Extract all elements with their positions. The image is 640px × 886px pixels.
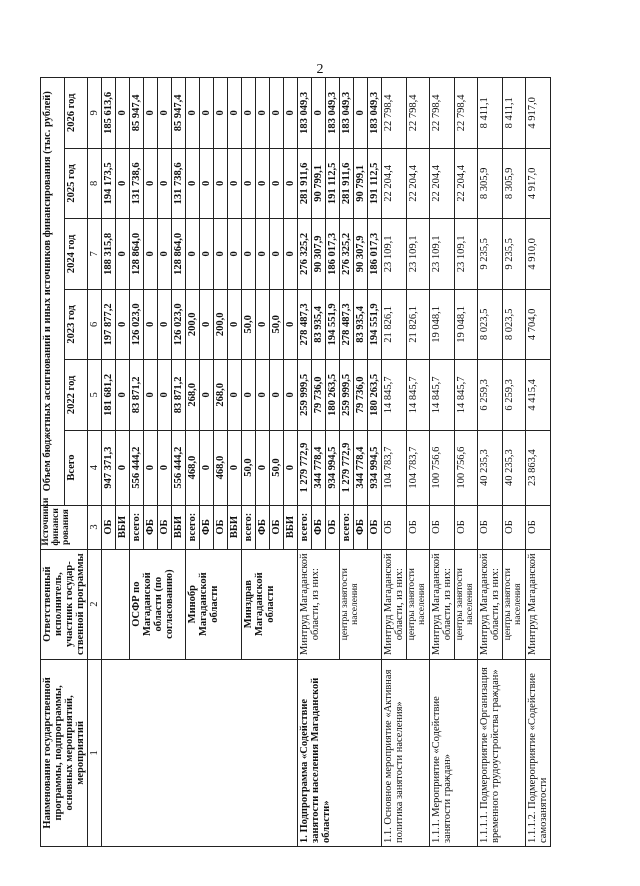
funding-source: ВБИ	[228, 505, 242, 549]
amount-cell: 90 799,1	[354, 148, 368, 219]
amount-cell: 0	[270, 78, 284, 149]
amount-cell: 0	[200, 289, 214, 360]
amount-cell: 281 911,6	[340, 148, 354, 219]
amount-cell: 131 738,6	[172, 148, 186, 219]
amount-cell: 0	[144, 148, 158, 219]
amount-cell: 194 551,9	[368, 289, 382, 360]
amount-cell: 22 204,4	[407, 148, 430, 219]
rotated-table-container	[40, 77, 600, 847]
table-row	[382, 78, 407, 847]
executor-cell: центры занятости населения	[455, 549, 478, 659]
amount-cell: 0	[228, 360, 242, 431]
amount-cell: 8 305,9	[503, 148, 526, 219]
amount-cell: 0	[144, 289, 158, 360]
column-number: 9	[88, 78, 102, 149]
amount-cell: 126 023,0	[130, 289, 144, 360]
amount-cell: 0	[186, 148, 200, 219]
amount-cell: 0	[354, 78, 368, 149]
amount-cell: 180 263,5	[368, 360, 382, 431]
column-number: 1	[88, 659, 102, 846]
amount-cell: 0	[284, 289, 298, 360]
column-number: 2	[88, 549, 102, 659]
amount-cell: 468,0	[186, 430, 200, 505]
column-number: 3	[88, 505, 102, 549]
funding-source: всего:	[186, 505, 200, 549]
amount-cell: 126 023,0	[172, 289, 186, 360]
amount-cell: 0	[256, 360, 270, 431]
executor-cell: центры занятости населения	[407, 549, 430, 659]
amount-cell: 90 307,9	[312, 219, 326, 290]
amount-cell: 14 845,7	[407, 360, 430, 431]
executor-cell: Минтруд Магаданской	[526, 549, 551, 659]
amount-cell: 14 845,7	[455, 360, 478, 431]
column-number: 4	[88, 430, 102, 505]
amount-cell: 83 871,2	[130, 360, 144, 431]
amount-cell: 268,0	[186, 360, 200, 431]
funding-source: ФБ	[256, 505, 270, 549]
funding-source: ФБ	[144, 505, 158, 549]
header-year-2025: 2025 год	[64, 148, 88, 219]
amount-cell: 0	[158, 78, 172, 149]
amount-cell: 22 798,4	[455, 78, 478, 149]
funding-source: ФБ	[312, 505, 326, 549]
amount-cell: 281 911,6	[298, 148, 312, 219]
amount-cell: 268,0	[214, 360, 228, 431]
amount-cell: 40 235,3	[478, 430, 503, 505]
amount-cell: 200,0	[214, 289, 228, 360]
amount-cell: 185 613,6	[102, 78, 116, 149]
funding-source: ОБ	[214, 505, 228, 549]
amount-cell: 0	[158, 219, 172, 290]
amount-cell: 0	[158, 289, 172, 360]
amount-cell: 0	[158, 430, 172, 505]
amount-cell: 9 235,5	[503, 219, 526, 290]
funding-source: ОБ	[478, 505, 503, 549]
amount-cell: 194 173,5	[102, 148, 116, 219]
amount-cell: 104 783,7	[382, 430, 407, 505]
amount-cell: 0	[228, 78, 242, 149]
amount-cell: 0	[256, 289, 270, 360]
amount-cell: 200,0	[186, 289, 200, 360]
amount-cell: 183 049,3	[340, 78, 354, 149]
amount-cell: 23 863,4	[526, 430, 551, 505]
item-name: 1.1.1. Мероприятие «Содействие занятости граждан»	[430, 659, 478, 846]
amount-cell: 0	[256, 219, 270, 290]
amount-cell: 19 048,1	[430, 289, 455, 360]
amount-cell: 0	[242, 148, 256, 219]
amount-cell: 0	[242, 360, 256, 431]
column-number: 5	[88, 360, 102, 431]
amount-cell: 0	[228, 289, 242, 360]
amount-cell: 4 704,0	[526, 289, 551, 360]
amount-cell: 344 778,4	[354, 430, 368, 505]
amount-cell: 8 023,5	[478, 289, 503, 360]
header-year-2024: 2024 год	[64, 219, 88, 290]
amount-cell: 23 109,1	[455, 219, 478, 290]
amount-cell: 934 994,5	[368, 430, 382, 505]
amount-cell: 4 415,4	[526, 360, 551, 431]
amount-cell: 0	[312, 78, 326, 149]
amount-cell: 8 305,9	[478, 148, 503, 219]
amount-cell: 83 935,4	[354, 289, 368, 360]
header-total: Всего	[64, 430, 88, 505]
amount-cell: 6 259,3	[503, 360, 526, 431]
amount-cell: 50,0	[270, 289, 284, 360]
amount-cell: 183 049,3	[326, 78, 340, 149]
executor-cell: центры занятости населения	[340, 549, 382, 659]
amount-cell: 0	[284, 78, 298, 149]
amount-cell: 0	[214, 148, 228, 219]
amount-cell: 22 204,4	[382, 148, 407, 219]
amount-cell: 0	[242, 219, 256, 290]
amount-cell: 0	[144, 360, 158, 431]
amount-cell: 0	[284, 219, 298, 290]
funding-source: ОБ	[326, 505, 340, 549]
amount-cell: 90 799,1	[312, 148, 326, 219]
amount-cell: 83 935,4	[312, 289, 326, 360]
executor-cell: Минтруд Магаданской области, из них:	[382, 549, 407, 659]
amount-cell: 468,0	[214, 430, 228, 505]
executor-cell: центры занятости населения	[503, 549, 526, 659]
amount-cell: 104 783,7	[407, 430, 430, 505]
amount-cell: 0	[200, 360, 214, 431]
amount-cell: 191 112,5	[368, 148, 382, 219]
funding-source: ОБ	[158, 505, 172, 549]
amount-cell: 276 325,2	[340, 219, 354, 290]
amount-cell: 79 736,0	[312, 360, 326, 431]
amount-cell: 14 845,7	[430, 360, 455, 431]
amount-cell: 0	[228, 430, 242, 505]
amount-cell: 0	[284, 360, 298, 431]
funding-source: ОБ	[382, 505, 407, 549]
executor-cell: Минздрав Магаданской области	[242, 549, 298, 659]
page-number: 2	[316, 62, 324, 77]
amount-cell: 50,0	[242, 289, 256, 360]
funding-source: ФБ	[200, 505, 214, 549]
amount-cell: 22 798,4	[430, 78, 455, 149]
header-executor: Ответственный исполнитель, участник государ-ственной программы	[41, 549, 88, 659]
amount-cell: 9 235,5	[478, 219, 503, 290]
amount-cell: 0	[270, 360, 284, 431]
amount-cell: 14 845,7	[382, 360, 407, 431]
amount-cell: 40 235,3	[503, 430, 526, 505]
amount-cell: 0	[200, 430, 214, 505]
amount-cell: 0	[144, 78, 158, 149]
header-year-2026: 2026 год	[64, 78, 88, 149]
amount-cell: 50,0	[242, 430, 256, 505]
amount-cell: 0	[186, 78, 200, 149]
funding-source: ФБ	[354, 505, 368, 549]
amount-cell: 22 798,4	[407, 78, 430, 149]
funding-source: ОБ	[407, 505, 430, 549]
executor-cell: Минтруд Магаданской области, из них:	[478, 549, 503, 659]
funding-source: ВБИ	[284, 505, 298, 549]
amount-cell: 344 778,4	[312, 430, 326, 505]
table-row	[526, 78, 551, 847]
amount-cell: 0	[116, 78, 130, 149]
amount-cell: 131 738,6	[130, 148, 144, 219]
amount-cell: 188 315,8	[102, 219, 116, 290]
amount-cell: 934 994,5	[326, 430, 340, 505]
amount-cell: 259 999,5	[340, 360, 354, 431]
amount-cell: 21 826,1	[382, 289, 407, 360]
column-number: 7	[88, 219, 102, 290]
amount-cell: 0	[200, 78, 214, 149]
amount-cell: 23 109,1	[382, 219, 407, 290]
amount-cell: 4 917,0	[526, 148, 551, 219]
amount-cell: 0	[270, 219, 284, 290]
executor-cell: Минтруд Магаданской области, из них:	[430, 549, 455, 659]
funding-source: ОБ	[455, 505, 478, 549]
amount-cell: 0	[158, 148, 172, 219]
amount-cell: 0	[200, 219, 214, 290]
amount-cell: 21 826,1	[407, 289, 430, 360]
amount-cell: 0	[116, 360, 130, 431]
amount-cell: 0	[270, 148, 284, 219]
amount-cell: 0	[116, 148, 130, 219]
header-program-name: Наименование государственной программы, подпрограммы, основных мероприятий, мероприятий	[41, 659, 88, 846]
table-row	[298, 78, 312, 847]
amount-cell: 0	[144, 219, 158, 290]
amount-cell: 186 017,3	[326, 219, 340, 290]
funding-source: всего:	[340, 505, 354, 549]
amount-cell: 19 048,1	[455, 289, 478, 360]
amount-cell: 79 736,0	[354, 360, 368, 431]
column-number: 8	[88, 148, 102, 219]
funding-source: всего:	[242, 505, 256, 549]
amount-cell: 0	[200, 148, 214, 219]
amount-cell: 8 411,1	[503, 78, 526, 149]
amount-cell: 23 109,1	[430, 219, 455, 290]
amount-cell: 276 325,2	[298, 219, 312, 290]
executor-cell: Минтруд Магаданской области, из них:	[298, 549, 340, 659]
amount-cell: 556 444,2	[130, 430, 144, 505]
header-funding-group: Объем бюджетных ассигнований и иных источников финансирования (тыс. рублей)	[41, 78, 65, 506]
amount-cell: 0	[158, 360, 172, 431]
program-name-cell	[102, 659, 298, 846]
amount-cell: 183 049,3	[298, 78, 312, 149]
amount-cell: 128 864,0	[130, 219, 144, 290]
executor-cell: ОСФР по Магаданской области (по согласованию)	[130, 549, 186, 659]
table-body	[102, 78, 551, 847]
amount-cell: 186 017,3	[368, 219, 382, 290]
amount-cell: 0	[186, 219, 200, 290]
amount-cell: 0	[284, 430, 298, 505]
amount-cell: 90 307,9	[354, 219, 368, 290]
amount-cell: 83 871,2	[172, 360, 186, 431]
amount-cell: 0	[116, 219, 130, 290]
subprogram-name: 1. Подпрограмма «Содействие занятости населения Магаданской области»	[298, 659, 382, 846]
amount-cell: 100 756,6	[430, 430, 455, 505]
amount-cell: 183 049,3	[368, 78, 382, 149]
amount-cell: 0	[144, 430, 158, 505]
amount-cell: 0	[284, 148, 298, 219]
funding-source: ВБИ	[172, 505, 186, 549]
amount-cell: 22 204,4	[455, 148, 478, 219]
amount-cell: 85 947,4	[172, 78, 186, 149]
amount-cell: 0	[256, 148, 270, 219]
funding-source: всего:	[130, 505, 144, 549]
funding-source: ВБИ	[116, 505, 130, 549]
amount-cell: 4 910,0	[526, 219, 551, 290]
header-source: Источники финанси рования	[41, 505, 88, 549]
amount-cell: 0	[256, 78, 270, 149]
amount-cell: 22 204,4	[430, 148, 455, 219]
amount-cell: 23 109,1	[407, 219, 430, 290]
funding-source: всего:	[298, 505, 312, 549]
amount-cell: 181 681,2	[102, 360, 116, 431]
amount-cell: 1 279 772,9	[340, 430, 354, 505]
header-year-2022: 2022 год	[64, 360, 88, 431]
amount-cell: 0	[214, 78, 228, 149]
item-name: 1.1. Основное мероприятие «Активная политика занятости населения»	[382, 659, 430, 846]
amount-cell: 947 371,3	[102, 430, 116, 505]
amount-cell: 194 551,9	[326, 289, 340, 360]
amount-cell: 1 279 772,9	[298, 430, 312, 505]
amount-cell: 50,0	[270, 430, 284, 505]
executor-cell: Минобр Магаданской области	[186, 549, 242, 659]
amount-cell: 0	[256, 430, 270, 505]
amount-cell: 8 411,1	[478, 78, 503, 149]
header-year-2023: 2023 год	[64, 289, 88, 360]
amount-cell: 0	[228, 219, 242, 290]
funding-source: ОБ	[430, 505, 455, 549]
amount-cell: 6 259,3	[478, 360, 503, 431]
amount-cell: 128 864,0	[172, 219, 186, 290]
funding-source: ОБ	[270, 505, 284, 549]
amount-cell: 85 947,4	[130, 78, 144, 149]
table-row	[430, 78, 455, 847]
funding-source: ОБ	[526, 505, 551, 549]
amount-cell: 0	[242, 78, 256, 149]
amount-cell: 197 877,2	[102, 289, 116, 360]
item-name: 1.1.1.2. Подмероприятие «Содействие самозанятости	[526, 659, 551, 846]
amount-cell: 4 917,0	[526, 78, 551, 149]
amount-cell: 180 263,5	[326, 360, 340, 431]
amount-cell: 278 487,3	[340, 289, 354, 360]
amount-cell: 556 444,2	[172, 430, 186, 505]
funding-source: ОБ	[102, 505, 116, 549]
funding-source: ОБ	[503, 505, 526, 549]
amount-cell: 0	[116, 289, 130, 360]
amount-cell: 100 756,6	[455, 430, 478, 505]
amount-cell: 8 023,5	[503, 289, 526, 360]
amount-cell: 0	[214, 219, 228, 290]
amount-cell: 259 999,5	[298, 360, 312, 431]
item-name: 1.1.1.1. Подмероприятие «Организация временного трудоустройства граждан»	[478, 659, 526, 846]
amount-cell: 22 798,4	[382, 78, 407, 149]
executor-cell	[102, 549, 130, 659]
table-row	[478, 78, 503, 847]
amount-cell: 191 112,5	[326, 148, 340, 219]
table-row	[102, 78, 116, 847]
amount-cell: 0	[116, 430, 130, 505]
funding-source: ОБ	[368, 505, 382, 549]
amount-cell: 278 487,3	[298, 289, 312, 360]
budget-table	[40, 77, 551, 847]
column-number: 6	[88, 289, 102, 360]
amount-cell: 0	[228, 148, 242, 219]
